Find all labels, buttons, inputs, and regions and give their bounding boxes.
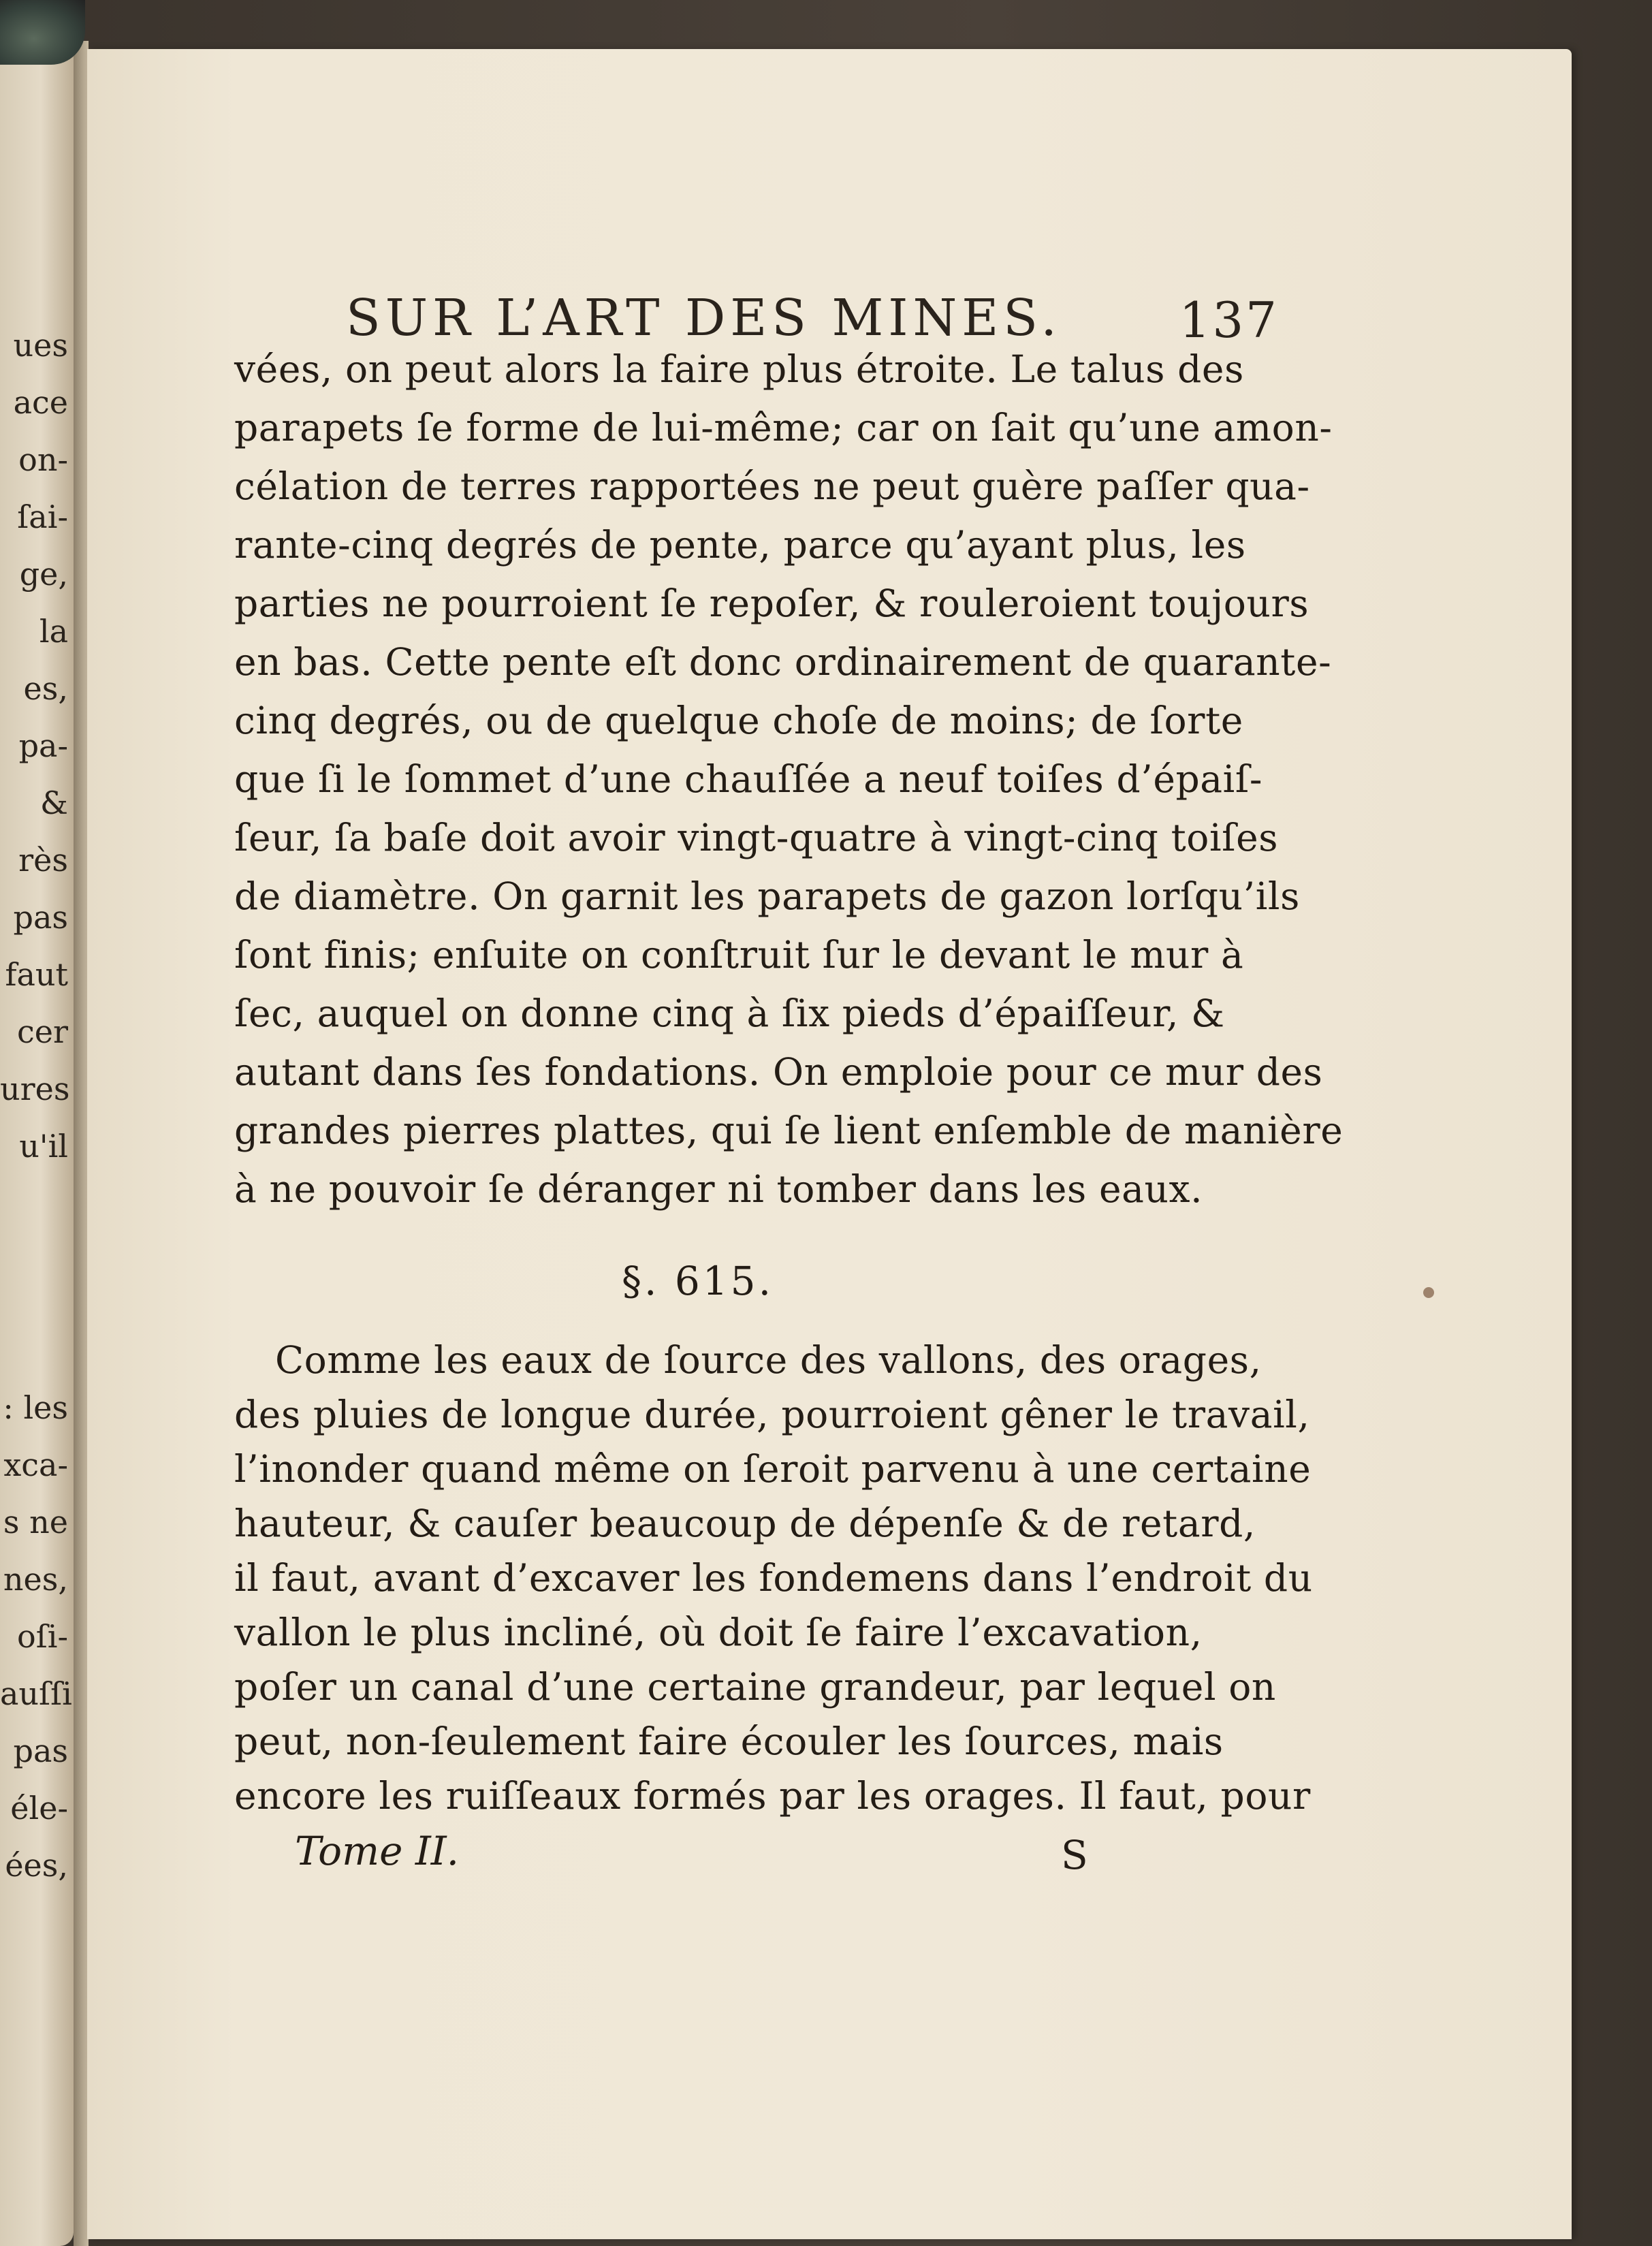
book-clip (0, 0, 85, 65)
text-line: l’inonder quand même on ſeroit parvenu à une certaine (234, 1447, 1312, 1491)
running-title: SUR L’ART DES MINES. (346, 289, 1062, 347)
left-fragment-line: pa- (18, 727, 68, 764)
left-fragment-line: éle- (10, 1790, 68, 1826)
book-gutter (74, 41, 89, 2246)
text-line: que ſi le ſommet d’une chauſſée a neuf toiſes d’épaiſ- (234, 757, 1263, 801)
text-line: de diamètre. On garnit les parapets de gazon lorſqu’ils (234, 874, 1300, 918)
left-fragment-line: la (39, 613, 68, 650)
text-line: ſec, auquel on donne cinq à ſix pieds d’épaiſſeur, & (234, 992, 1225, 1035)
text-line: il faut, avant d’excaver les fondemens dans l’endroit du (234, 1556, 1313, 1600)
left-fragment-line: rès (18, 842, 68, 879)
left-fragment-line: : les (3, 1389, 68, 1426)
text-line: encore les ruiſſeaux formés par les orages. Il faut, pour (234, 1774, 1311, 1818)
left-fragment-line: s ne (3, 1504, 68, 1540)
left-fragment-line: xca- (3, 1446, 68, 1483)
text-line: autant dans ſes fondations. On emploie pour ce mur des (234, 1050, 1323, 1094)
left-fragment-line: cer (17, 1013, 68, 1050)
ink-spot (1423, 1287, 1434, 1298)
left-fragment-line: & (40, 785, 68, 821)
text-line: parapets ſe forme de lui-même; car on ſait qu’une amon- (234, 406, 1333, 449)
left-fragment-line: ées, (5, 1847, 68, 1884)
left-page-fragment (0, 41, 74, 2246)
text-line: Comme les eaux de ſource des vallons, des orages, (275, 1338, 1262, 1382)
left-fragment-line: ge, (19, 556, 68, 592)
left-fragment-line: pas (13, 1733, 68, 1769)
left-fragment-line: u'il (19, 1128, 68, 1165)
left-fragment-line: oſi- (17, 1618, 68, 1655)
page-header (346, 289, 1279, 350)
left-fragment-line: on- (18, 441, 68, 478)
text-line: poſer un canal d’une certaine grandeur, par lequel on (234, 1665, 1276, 1709)
left-fragment-line: ſai- (17, 499, 68, 535)
text-line: grandes pierres plattes, qui ſe lient enſemble de manière (234, 1109, 1344, 1152)
text-line: à ne pouvoir ſe déranger ni tomber dans les eaux. (234, 1167, 1203, 1211)
left-fragment-line: ues (13, 327, 68, 364)
left-fragment-line: ures (0, 1071, 70, 1107)
book-page (87, 49, 1572, 2239)
left-fragment-line: pas (13, 899, 68, 936)
footer-volume: Tome II. (295, 1828, 460, 1874)
text-line: hauteur, & cauſer beaucoup de dépenſe & de retard, (234, 1502, 1256, 1545)
text-line: célation de terres rapportées ne peut guère paſſer qua- (234, 464, 1310, 508)
text-line: vées, on peut alors la faire plus étroite. Le talus des (234, 347, 1244, 391)
text-line: en bas. Cette pente eſt donc ordinairement de quarante- (234, 640, 1332, 684)
text-line: ſeur, ſa baſe doit avoir vingt-quatre à vingt-cinq toiſes (234, 816, 1279, 859)
text-line: rante-cinq degrés de pente, parce qu’ayant plus, les (234, 523, 1246, 567)
left-fragment-line: ace (13, 384, 68, 421)
text-line: des pluies de longue durée, pourroient gêner le travail, (234, 1393, 1310, 1436)
footer-signature: S (1061, 1832, 1088, 1878)
text-line: cinq degrés, ou de quelque choſe de moins; de ſorte (234, 699, 1243, 742)
text-line: ſont finis; enſuite on conſtruit ſur le devant le mur à (234, 933, 1244, 977)
text-line: vallon le plus incliné, où doit ſe faire l’excavation, (234, 1611, 1203, 1654)
left-fragment-line: es, (23, 670, 68, 707)
text-line: peut, non-ſeulement faire écouler les ſources, mais (234, 1720, 1224, 1763)
left-fragment-line: nes, (3, 1561, 68, 1598)
text-line: parties ne pourroient ſe repoſer, & rouleroient toujours (234, 582, 1309, 625)
page-number: 137 (1179, 291, 1279, 349)
left-fragment-line: faut (5, 956, 68, 993)
left-fragment-line: auſſi (0, 1675, 72, 1712)
section-heading: §. 615. (622, 1258, 774, 1304)
